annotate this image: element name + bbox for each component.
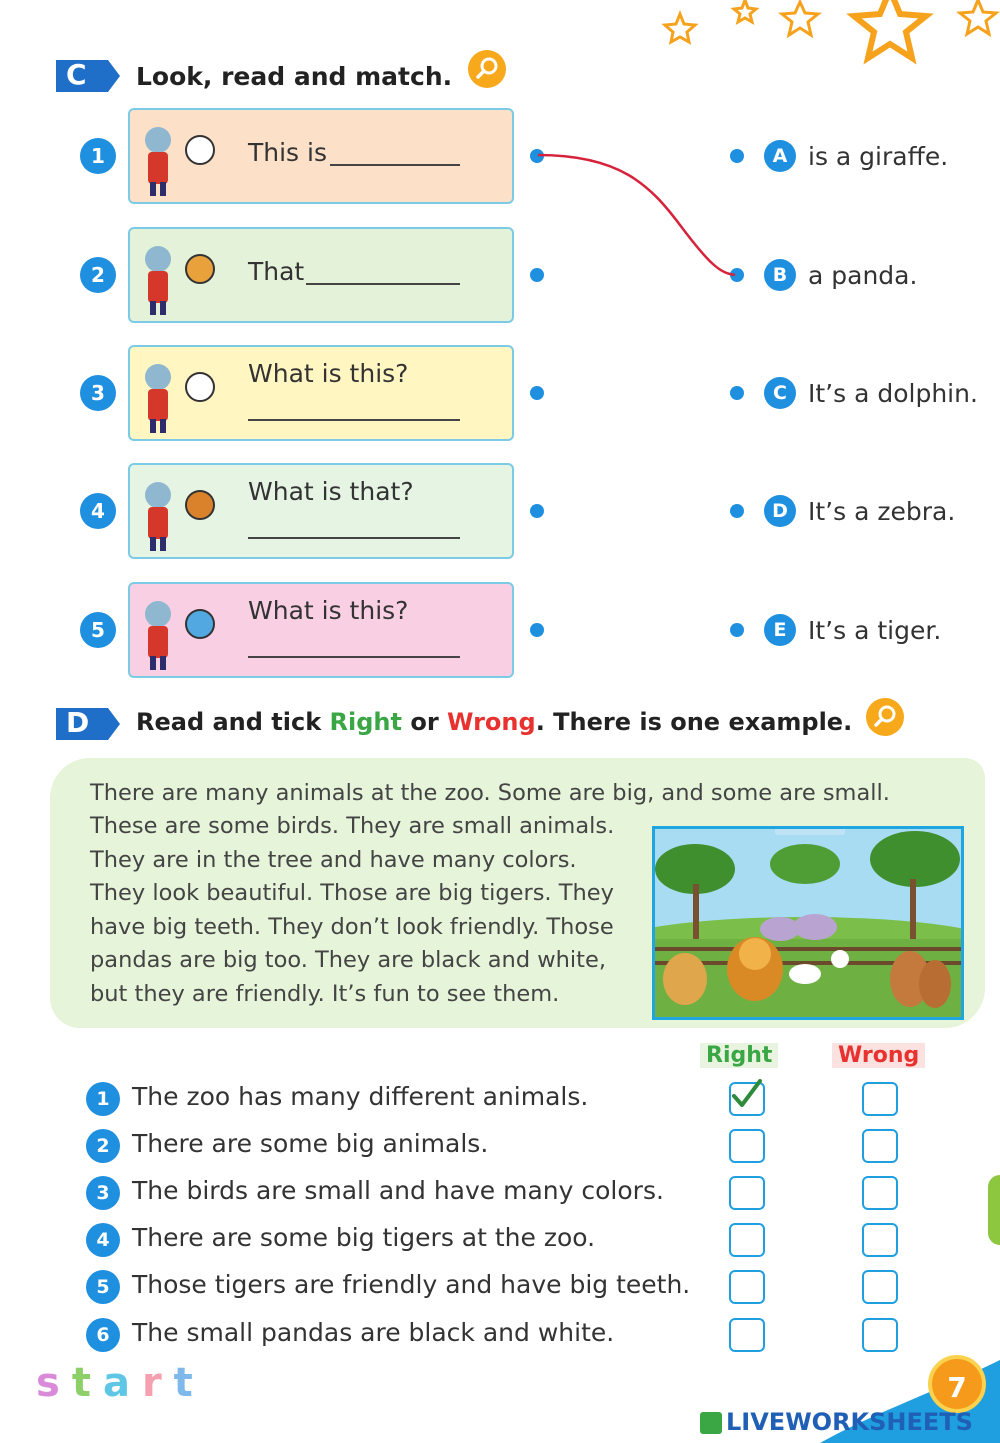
example-match-line bbox=[530, 145, 750, 285]
answer-letter: A bbox=[764, 140, 796, 172]
statement-number: 6 bbox=[86, 1318, 120, 1352]
title-part-2: or bbox=[402, 708, 448, 736]
statement-number: 5 bbox=[86, 1270, 120, 1304]
right-checkbox[interactable] bbox=[729, 1176, 765, 1210]
question-text: That bbox=[248, 257, 305, 286]
match-dot-right[interactable] bbox=[730, 504, 744, 518]
search-icon-d[interactable] bbox=[866, 698, 904, 736]
question-text: What is that? bbox=[248, 477, 414, 506]
question-number: 3 bbox=[80, 375, 116, 411]
checkmark-icon bbox=[729, 1078, 763, 1110]
edge-tab bbox=[988, 1175, 1000, 1245]
magnifier-icon bbox=[468, 50, 506, 88]
match-dot-left[interactable] bbox=[530, 623, 544, 637]
answer-letter: D bbox=[764, 495, 796, 527]
answer-text: It’s a tiger. bbox=[808, 616, 942, 645]
title-wrong-word: Wrong bbox=[447, 708, 536, 736]
character-icon bbox=[136, 116, 226, 198]
wrong-checkbox[interactable] bbox=[862, 1129, 898, 1163]
section-c-title: Look, read and match. bbox=[136, 62, 453, 91]
zoo-scene bbox=[655, 829, 961, 1017]
right-column-header: Right bbox=[700, 1043, 778, 1068]
title-right-word: Right bbox=[329, 708, 402, 736]
character-illustration bbox=[136, 590, 226, 672]
start-letter: t bbox=[173, 1360, 205, 1406]
wrong-checkbox[interactable] bbox=[862, 1176, 898, 1210]
answer-text: It’s a zebra. bbox=[808, 497, 956, 526]
statement-text: There are some big animals. bbox=[132, 1129, 489, 1158]
section-d-letter: D bbox=[66, 706, 90, 739]
section-c-letter: C bbox=[66, 58, 87, 91]
answer-blank[interactable] bbox=[248, 419, 460, 421]
statement-number: 3 bbox=[86, 1176, 120, 1210]
right-checkbox[interactable] bbox=[729, 1129, 765, 1163]
answer-letter: B bbox=[764, 259, 796, 291]
section-c-badge-shape bbox=[52, 56, 122, 96]
passage-line: have big teeth. They don’t look friendly. Those bbox=[90, 914, 614, 940]
start-letter: r bbox=[141, 1360, 174, 1406]
answer-letter: E bbox=[764, 614, 796, 646]
title-part-3: . There is one example. bbox=[535, 708, 853, 736]
decorative-stars bbox=[660, 0, 1000, 80]
start-letter: s bbox=[36, 1360, 72, 1406]
statement-number: 2 bbox=[86, 1129, 120, 1163]
start-letter: a bbox=[102, 1360, 142, 1406]
question-text: This is bbox=[248, 138, 328, 167]
answer-blank[interactable] bbox=[330, 164, 460, 166]
start-letter: t bbox=[71, 1360, 103, 1406]
question-number: 4 bbox=[80, 493, 116, 529]
statement-number: 1 bbox=[86, 1082, 120, 1116]
answer-text: It’s a dolphin. bbox=[808, 379, 978, 408]
wrong-checkbox[interactable] bbox=[862, 1270, 898, 1304]
statement-text: Those tigers are friendly and have big teeth. bbox=[132, 1270, 691, 1299]
answer-blank[interactable] bbox=[306, 283, 460, 285]
start-logo bbox=[36, 1360, 205, 1406]
passage-line: There are many animals at the zoo. Some are big, and some are small. bbox=[90, 780, 890, 806]
question-number: 5 bbox=[80, 612, 116, 648]
match-dot-right[interactable] bbox=[730, 386, 744, 400]
passage-line: They look beautiful. Those are big tigers. They bbox=[90, 880, 614, 906]
question-text: What is this? bbox=[248, 359, 409, 388]
statement-text: The small pandas are black and white. bbox=[132, 1318, 615, 1347]
passage-line: pandas are big too. They are black and white, bbox=[90, 947, 606, 973]
answer-blank[interactable] bbox=[248, 656, 460, 658]
character-illustration bbox=[136, 116, 226, 198]
answer-text: is a giraffe. bbox=[808, 142, 949, 171]
character-icon bbox=[136, 353, 226, 435]
passage-line: These are some birds. They are small animals. bbox=[90, 813, 615, 839]
wrong-checkbox[interactable] bbox=[862, 1223, 898, 1257]
search-icon[interactable] bbox=[468, 50, 506, 88]
statement-number: 4 bbox=[86, 1223, 120, 1257]
match-dot-right[interactable] bbox=[730, 623, 744, 637]
match-dot-left[interactable] bbox=[530, 386, 544, 400]
character-illustration bbox=[136, 471, 226, 553]
question-number: 2 bbox=[80, 257, 116, 293]
statement-text: There are some big tigers at the zoo. bbox=[132, 1223, 596, 1252]
zoo-illustration bbox=[652, 826, 964, 1020]
passage-line: but they are friendly. It’s fun to see them. bbox=[90, 981, 560, 1007]
character-icon bbox=[136, 590, 226, 672]
section-d-title bbox=[136, 708, 852, 736]
page-number: 7 bbox=[928, 1355, 986, 1413]
character-icon bbox=[136, 471, 226, 553]
match-dot-left[interactable] bbox=[530, 504, 544, 518]
liveworksheets-logo bbox=[700, 1408, 973, 1436]
answer-letter: C bbox=[764, 377, 796, 409]
wrong-checkbox[interactable] bbox=[862, 1082, 898, 1116]
brand-text: LIVEWORKSHEETS bbox=[726, 1408, 973, 1436]
right-checkbox[interactable] bbox=[729, 1270, 765, 1304]
statement-text: The birds are small and have many colors. bbox=[132, 1176, 664, 1205]
statement-text: The zoo has many different animals. bbox=[132, 1082, 589, 1111]
answer-blank[interactable] bbox=[248, 537, 460, 539]
right-checkbox[interactable] bbox=[729, 1223, 765, 1257]
character-icon bbox=[136, 235, 226, 317]
right-checkbox[interactable] bbox=[729, 1318, 765, 1352]
answer-text: a panda. bbox=[808, 261, 918, 290]
question-number: 1 bbox=[80, 138, 116, 174]
magnifier-icon bbox=[866, 698, 904, 736]
section-c-badge bbox=[52, 56, 122, 96]
passage-line: They are in the tree and have many colors. bbox=[90, 847, 577, 873]
wrong-column-header: Wrong bbox=[832, 1043, 925, 1068]
right-checkbox[interactable] bbox=[729, 1082, 765, 1116]
section-d-badge bbox=[52, 704, 122, 744]
brand-icon bbox=[700, 1412, 722, 1434]
title-part-1: Read and tick bbox=[136, 708, 330, 736]
character-illustration bbox=[136, 235, 226, 317]
question-text: What is this? bbox=[248, 596, 409, 625]
character-illustration bbox=[136, 353, 226, 435]
